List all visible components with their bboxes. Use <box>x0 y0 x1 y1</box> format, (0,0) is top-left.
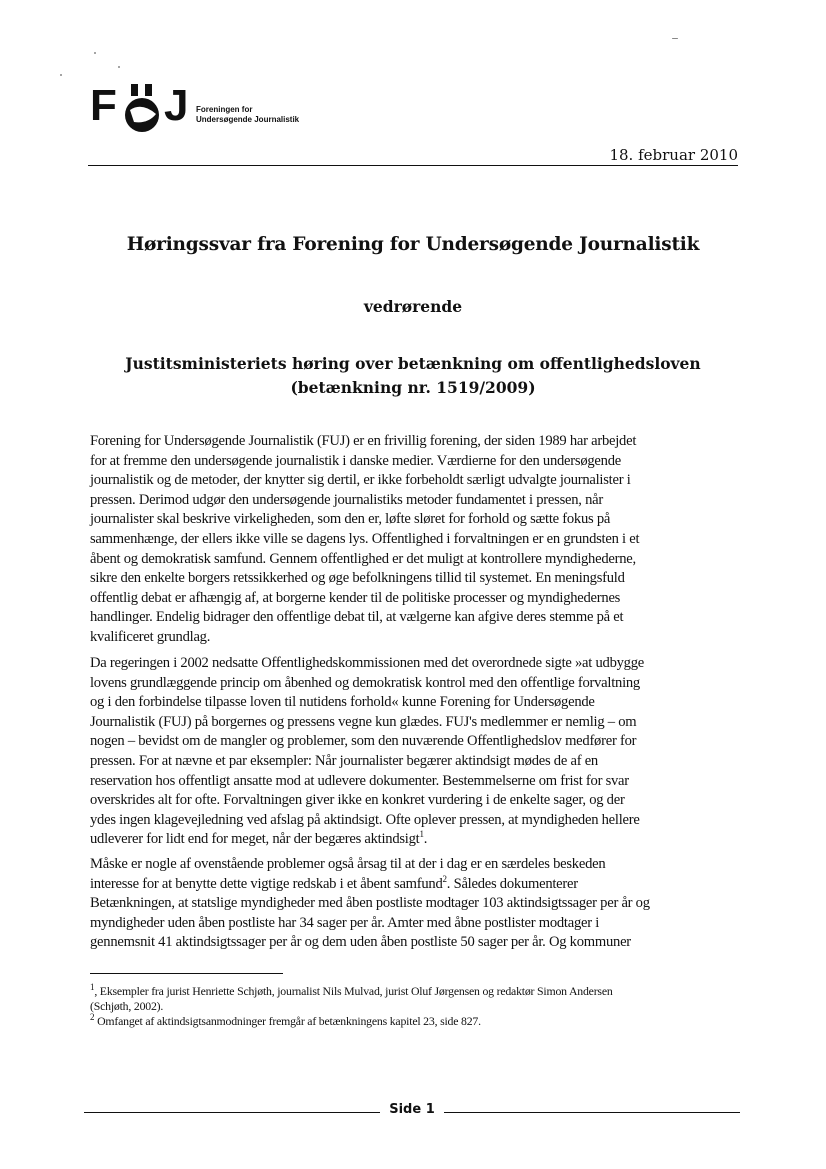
footnote-1 <box>90 984 740 999</box>
text-line: overskrides alt for ofte. Forvaltningen giver ikke en konkret vurdering i de enkelte sager, og der <box>90 792 625 809</box>
fuj-logo-mark-icon <box>118 80 166 136</box>
text-line <box>90 875 740 895</box>
org-name-line: Undersøgende Journalistik <box>196 115 300 124</box>
document-subtitle: vedrørende <box>363 297 463 316</box>
text-fragment: . Således dokumenterer <box>446 875 578 892</box>
text-fragment: interesse for at benytte dette vigtige redskab i et åbent samfund <box>90 875 443 892</box>
document-title: Høringssvar fra Forening for Undersøgende Journalistik <box>126 234 700 255</box>
org-name-line: Foreningen for <box>196 105 253 114</box>
hearing-title-line: (betænkning nr. 1519/2009) <box>290 378 536 397</box>
footer-divider-right <box>444 1112 740 1113</box>
text-line: pressen. For at nævne et par eksempler: Når journalister begærer aktindsigt mødes de af en <box>90 752 598 769</box>
text-line: journalister skal beskrive virkeligheden, som den er, løfte sløret for forhold og sætte fokus på <box>90 511 611 528</box>
logo-letter-f: F <box>90 81 117 130</box>
text-line: Betænkningen, at statslige myndigheder med åben postliste modtager 103 aktindsigtssager per år og <box>90 895 650 912</box>
text-line: Da regeringen i 2002 nedsatte Offentlighedskommissionen med det overordnede sigte »at udbygge <box>90 655 645 671</box>
hearing-title <box>88 352 738 400</box>
text-line: journalistik og de metoder, der knytter sig dertil, er ikke forbeholdt særligt udvalgte journalister i <box>90 472 631 489</box>
text-line: pressen. Derimod udgør den undersøgende journalistiks metoder fundamentet i pressen, når <box>90 491 603 508</box>
text-line: sikre den enkelte borgers retssikkerhed og øge befolkningens tillid til systemet. En meningsfuld <box>90 570 625 587</box>
header-divider <box>88 165 738 166</box>
text-line: sammenhænge, der ellers ikke ville se dagens lys. Offentlighed i forvaltningen er en grundsten i et <box>90 530 640 547</box>
text-fragment: udleverer for lidt end for meget, når der begæres aktindsigt <box>90 831 420 848</box>
text-line: Måske er nogle af ovenstående problemer også årsag til at der i dag er en særdeles beskeden <box>90 856 606 872</box>
text-line: for at fremme den undersøgende journalistik i danske medier. Værdierne for den undersøgende <box>90 452 621 469</box>
hearing-title-line: Justitsministeriets høring over betænkning om offentlighedsloven <box>125 354 701 373</box>
text-line: gennemsnit 41 aktindsigtssager per år og dem uden åben postliste 50 sager per år. Og kommuner <box>90 934 631 951</box>
text-line <box>90 830 740 850</box>
document-date: 18. februar 2010 <box>609 146 738 164</box>
text-line: nogen – bevidst om de mangler og problemer, som den nuværende Offentlighedslov medfører for <box>90 733 637 750</box>
paragraph-1 <box>90 432 740 648</box>
logo-letter-j: J <box>164 81 189 130</box>
text-line: ydes ingen klagevejledning ved afslag på aktindsigt. Ofte oplever pressen, at myndigheden hellere <box>90 811 640 828</box>
footnote-mark: 1 <box>90 982 95 993</box>
paragraph-2 <box>90 654 740 850</box>
footnote-text: Omfanget af aktindsigtsanmodninger fremgår af betænkningens kapitel 23, side 827. <box>97 1014 481 1028</box>
text-line: offentlig debat er afhængig af, at borgerne kender til de politiske processer og myndighedernes <box>90 589 621 606</box>
text-line: lovens grundlæggende princip om åbenhed og demokratisk kontrol med den offentlige forvaltning <box>90 674 640 691</box>
footnote-ref-2: 2 <box>442 873 447 884</box>
text-line: kvalificeret grundlag. <box>90 628 211 645</box>
text-line: reservation hos offentligt ansatte mod at udlevere dokumenter. Bestemmelserne om frist for svar <box>90 772 629 789</box>
text-line: Forening for Undersøgende Journalistik (FUJ) er en frivillig forening, der siden 1989 har arbejdet <box>90 433 637 449</box>
text-line: handlinger. Endelig bidrager den offentlige debat til, at vælgerne kan afgive deres stemme på et <box>90 609 624 626</box>
footnote-ref-1: 1 <box>419 829 424 840</box>
footnote-2 <box>90 1014 740 1029</box>
page-number: Side 1 <box>389 1102 435 1117</box>
scan-speck <box>60 74 62 76</box>
footnote-1-cont: (Schjøth, 2002). <box>90 999 164 1013</box>
footnote-divider <box>90 973 283 974</box>
text-line: og i den forbindelse tilpasse loven til nutidens forhold« kunne Forening for Undersøgende <box>90 694 595 711</box>
footnote-text: , Eksempler fra jurist Henriette Schjøth, journalist Nils Mulvad, jurist Oluf Jørgensen og redaktør Simon Andersen <box>94 984 613 998</box>
footnote-mark: 2 <box>90 1012 95 1023</box>
footer-divider-left <box>84 1112 380 1113</box>
scan-speck <box>672 38 678 39</box>
paragraph-3 <box>90 855 740 953</box>
text-line: myndigheder uden åben postliste har 34 sager per år. Amter med åbne postlister modtager i <box>90 914 600 931</box>
text-line: Journalistik (FUJ) på borgernes og pressens vegne kun glædes. FUJ's medlemmer er nemlig – om <box>90 713 637 730</box>
scan-speck <box>94 52 96 54</box>
text-line: åbent og demokratisk samfund. Gennem offentlighed er det muligt at kontrollere myndighederne, <box>90 550 636 567</box>
scan-speck <box>118 66 120 68</box>
text-fragment: . <box>423 831 428 848</box>
org-name <box>196 105 299 125</box>
footnotes <box>90 984 740 1029</box>
